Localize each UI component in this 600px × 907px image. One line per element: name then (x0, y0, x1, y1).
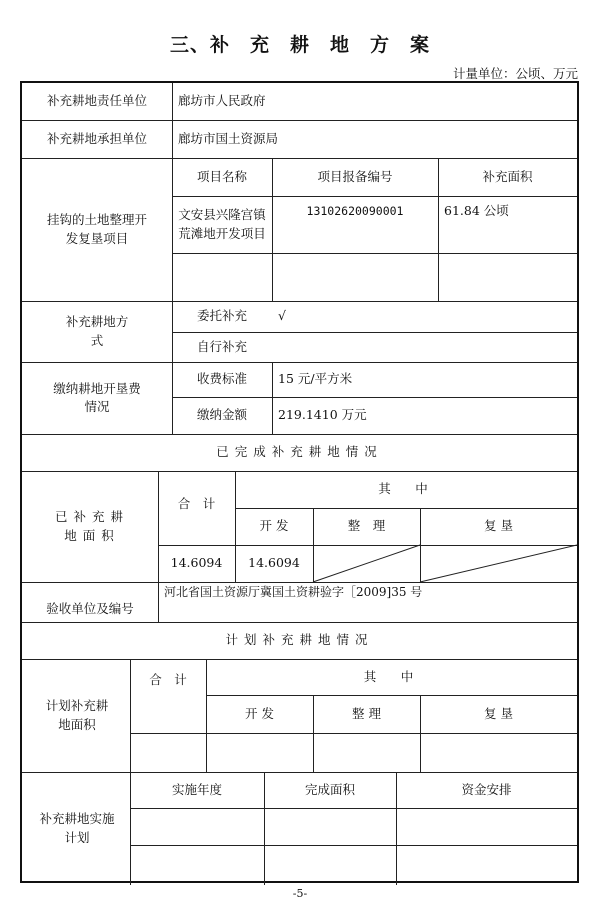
acceptance-label: 验收单位及编号 (46, 600, 134, 616)
completed-section-title: 已完成补充耕地情况 (216, 444, 383, 460)
title-char: 案 (410, 34, 431, 56)
responsible-unit-value: 廊坊市人民政府 (178, 93, 266, 109)
planned-total-label: 合 计 (149, 672, 187, 687)
added-area-value: 61.84 公顷 (444, 202, 509, 218)
project-name-header: 项目名称 (196, 168, 247, 184)
completed-total-label: 合 计 (177, 496, 216, 511)
project-code-value: 13102620090001 (306, 203, 404, 218)
title-char: 方 (370, 34, 391, 56)
fee-amount-value: 219.1410 万元 (278, 407, 367, 423)
page-number: -5- (292, 887, 308, 900)
linked-project-label: 挂钩的土地整理开发复垦项目 (47, 212, 148, 246)
responsible-unit-label: 补充耕地责任单位 (46, 93, 147, 109)
completed-arrange-label: 整 理 (347, 518, 386, 534)
title-char: 三、补 (169, 34, 230, 56)
units-note: 计量单位：公顷、万元 (452, 66, 578, 81)
planned-reclaim-label: 复 垦 (484, 705, 513, 721)
fee-standard-label: 收费标准 (196, 371, 247, 387)
self-supplement-label: 自行补充 (196, 338, 247, 354)
fee-standard-value: 15 元/平方米 (278, 371, 353, 387)
title-char: 充 (249, 34, 270, 56)
project-code-header: 项目报备编号 (317, 168, 393, 184)
completed-area-label: 已补充耕地面积 (54, 509, 129, 543)
entrusted-label: 委托补充 (196, 308, 247, 324)
completed-reclaim-label: 复 垦 (484, 518, 513, 534)
planned-arrange-label: 整 理 (352, 705, 381, 721)
implementation-funds-header: 资金安排 (461, 781, 512, 797)
implementation-area-header: 完成面积 (304, 781, 355, 797)
fee-amount-label: 缴纳金额 (196, 407, 247, 423)
completed-total-value: 14.6094 (170, 555, 223, 571)
planned-area-label: 计划补充耕地面积 (45, 698, 109, 732)
acceptance-value: 河北省国土资源厅冀国土资耕验字［2009]35 号 (164, 585, 423, 600)
project-name-value: 文安县兴隆宫镇荒滩地开发项目 (178, 207, 266, 241)
planned-develop-label: 开 发 (245, 705, 274, 721)
implementation-year-header: 实施年度 (171, 781, 222, 797)
added-area-header: 补充面积 (482, 168, 533, 184)
completed-develop-label: 开 发 (259, 518, 289, 534)
planned-among-label: 其 中 (363, 668, 420, 684)
reclamation-fee-label: 缴纳耕地开垦费情况 (53, 380, 141, 414)
undertaking-unit-label: 补充耕地承担单位 (46, 130, 147, 146)
completed-develop-value: 14.6094 (248, 555, 300, 571)
title-char: 耕 (289, 34, 310, 56)
planned-section-title: 计划补充耕地情况 (225, 632, 374, 648)
title-char: 地 (330, 34, 351, 56)
page-title (0, 30, 600, 57)
implementation-plan-label: 补充耕地实施计划 (39, 811, 115, 845)
plan-table (20, 81, 579, 883)
entrusted-check-mark: √ (278, 308, 286, 324)
undertaking-unit-value: 廊坊市国土资源局 (178, 130, 279, 146)
supplement-method-label: 补充耕地方 式 (65, 314, 141, 348)
completed-among-label: 其 中 (378, 481, 434, 497)
